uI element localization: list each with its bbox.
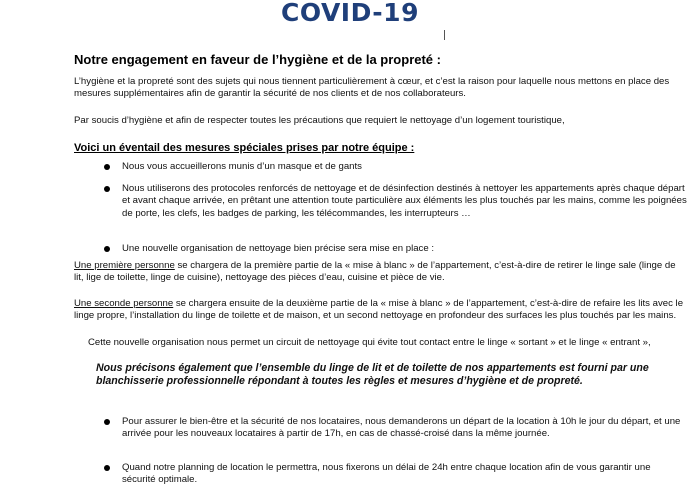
bullet-icon xyxy=(104,465,110,471)
intro-paragraph-1: L’hygiène et la propreté sont des sujets qui nous tiennent particulièrement à cœur, et c’est la raison pour laquelle nous mettons en place des mesures supplémentaires afin de garantir la sécurité de nos clients et de nos collaborateurs. xyxy=(74,76,670,100)
list-item-text: Nous utiliserons des protocoles renforcés de nettoyage et de désinfection destinés à nettoyer les appartements après chaque départ et avant chaque arrivée, en prêtant une attention toute particulière aux éléments les plus touchés par les mains, comme les poignées de porte, les clefs, les badges de parking, les télécommandes, les interrupteurs … xyxy=(122,183,687,219)
measures-heading: Voici un éventail des mesures spéciales prises par notre équipe : xyxy=(74,142,415,154)
second-person-paragraph xyxy=(74,298,684,323)
section-heading: Notre engagement en faveur de l’hygiène et de la propreté : xyxy=(74,52,441,67)
second-person-label: Une seconde personne xyxy=(74,298,174,309)
text-cursor xyxy=(444,30,445,40)
list-item-text: Une nouvelle organisation de nettoyage bien précise sera mise en place : xyxy=(122,243,434,254)
list-item-text: Nous vous accueillerons munis d’un masque et de gants xyxy=(122,161,362,172)
laundry-paragraph: Nous précisons également que l’ensemble du linge de lit et de toilette de nos appartements est fourni par une blanchisserie professionnelle répondant à toutes les règles et mesures d’hygiène et de propreté. xyxy=(96,362,649,387)
bullet-icon xyxy=(104,419,110,425)
bullet-icon xyxy=(104,164,110,170)
page-title: COVID-19 xyxy=(281,0,419,27)
first-person-text: se chargera de la première partie de la « mise à blanc » de l’appartement, c’est-à-dire de retirer le linge sale (linge de lit, lige de toilette, linge de cuisine), nettoyage des pièces d’eau, cuisine et pièce de vie. xyxy=(74,260,676,284)
bullet-icon xyxy=(104,186,110,192)
bullet-icon xyxy=(104,246,110,252)
second-person-text: se chargera ensuite de la deuxième partie de la « mise à blanc » de l’appartement, c’est-à-dire de refaire les lits avec le linge propre, l’installation du linge de toilette et de maison, et un second nettoyage en profondeur des surfaces les plus touchés par les mains. xyxy=(74,298,684,322)
first-person-paragraph xyxy=(74,260,684,285)
circuit-paragraph: Cette nouvelle organisation nous permet un circuit de nettoyage qui évite tout contact entre le linge « sortant » et le linge « entrant », xyxy=(88,337,651,348)
list-item-text: Quand notre planning de location le permettra, nous fixerons un délai de 24h entre chaque location afin de vous garantir une sécurité optimale. xyxy=(122,462,651,486)
list-item-text: Pour assurer le bien-être et la sécurité de nos locataires, nous demanderons un départ de la location à 10h le jour du départ, et une arrivée pour les nouveaux locataires à partir de 17h, en cas de chassé-croisé dans la même journée. xyxy=(122,416,681,440)
first-person-label: Une première personne xyxy=(74,260,175,271)
intro-paragraph-2: Par soucis d’hygiène et afin de respecter toutes les précautions que requiert le nettoyage d’un logement touristique, xyxy=(74,115,565,126)
